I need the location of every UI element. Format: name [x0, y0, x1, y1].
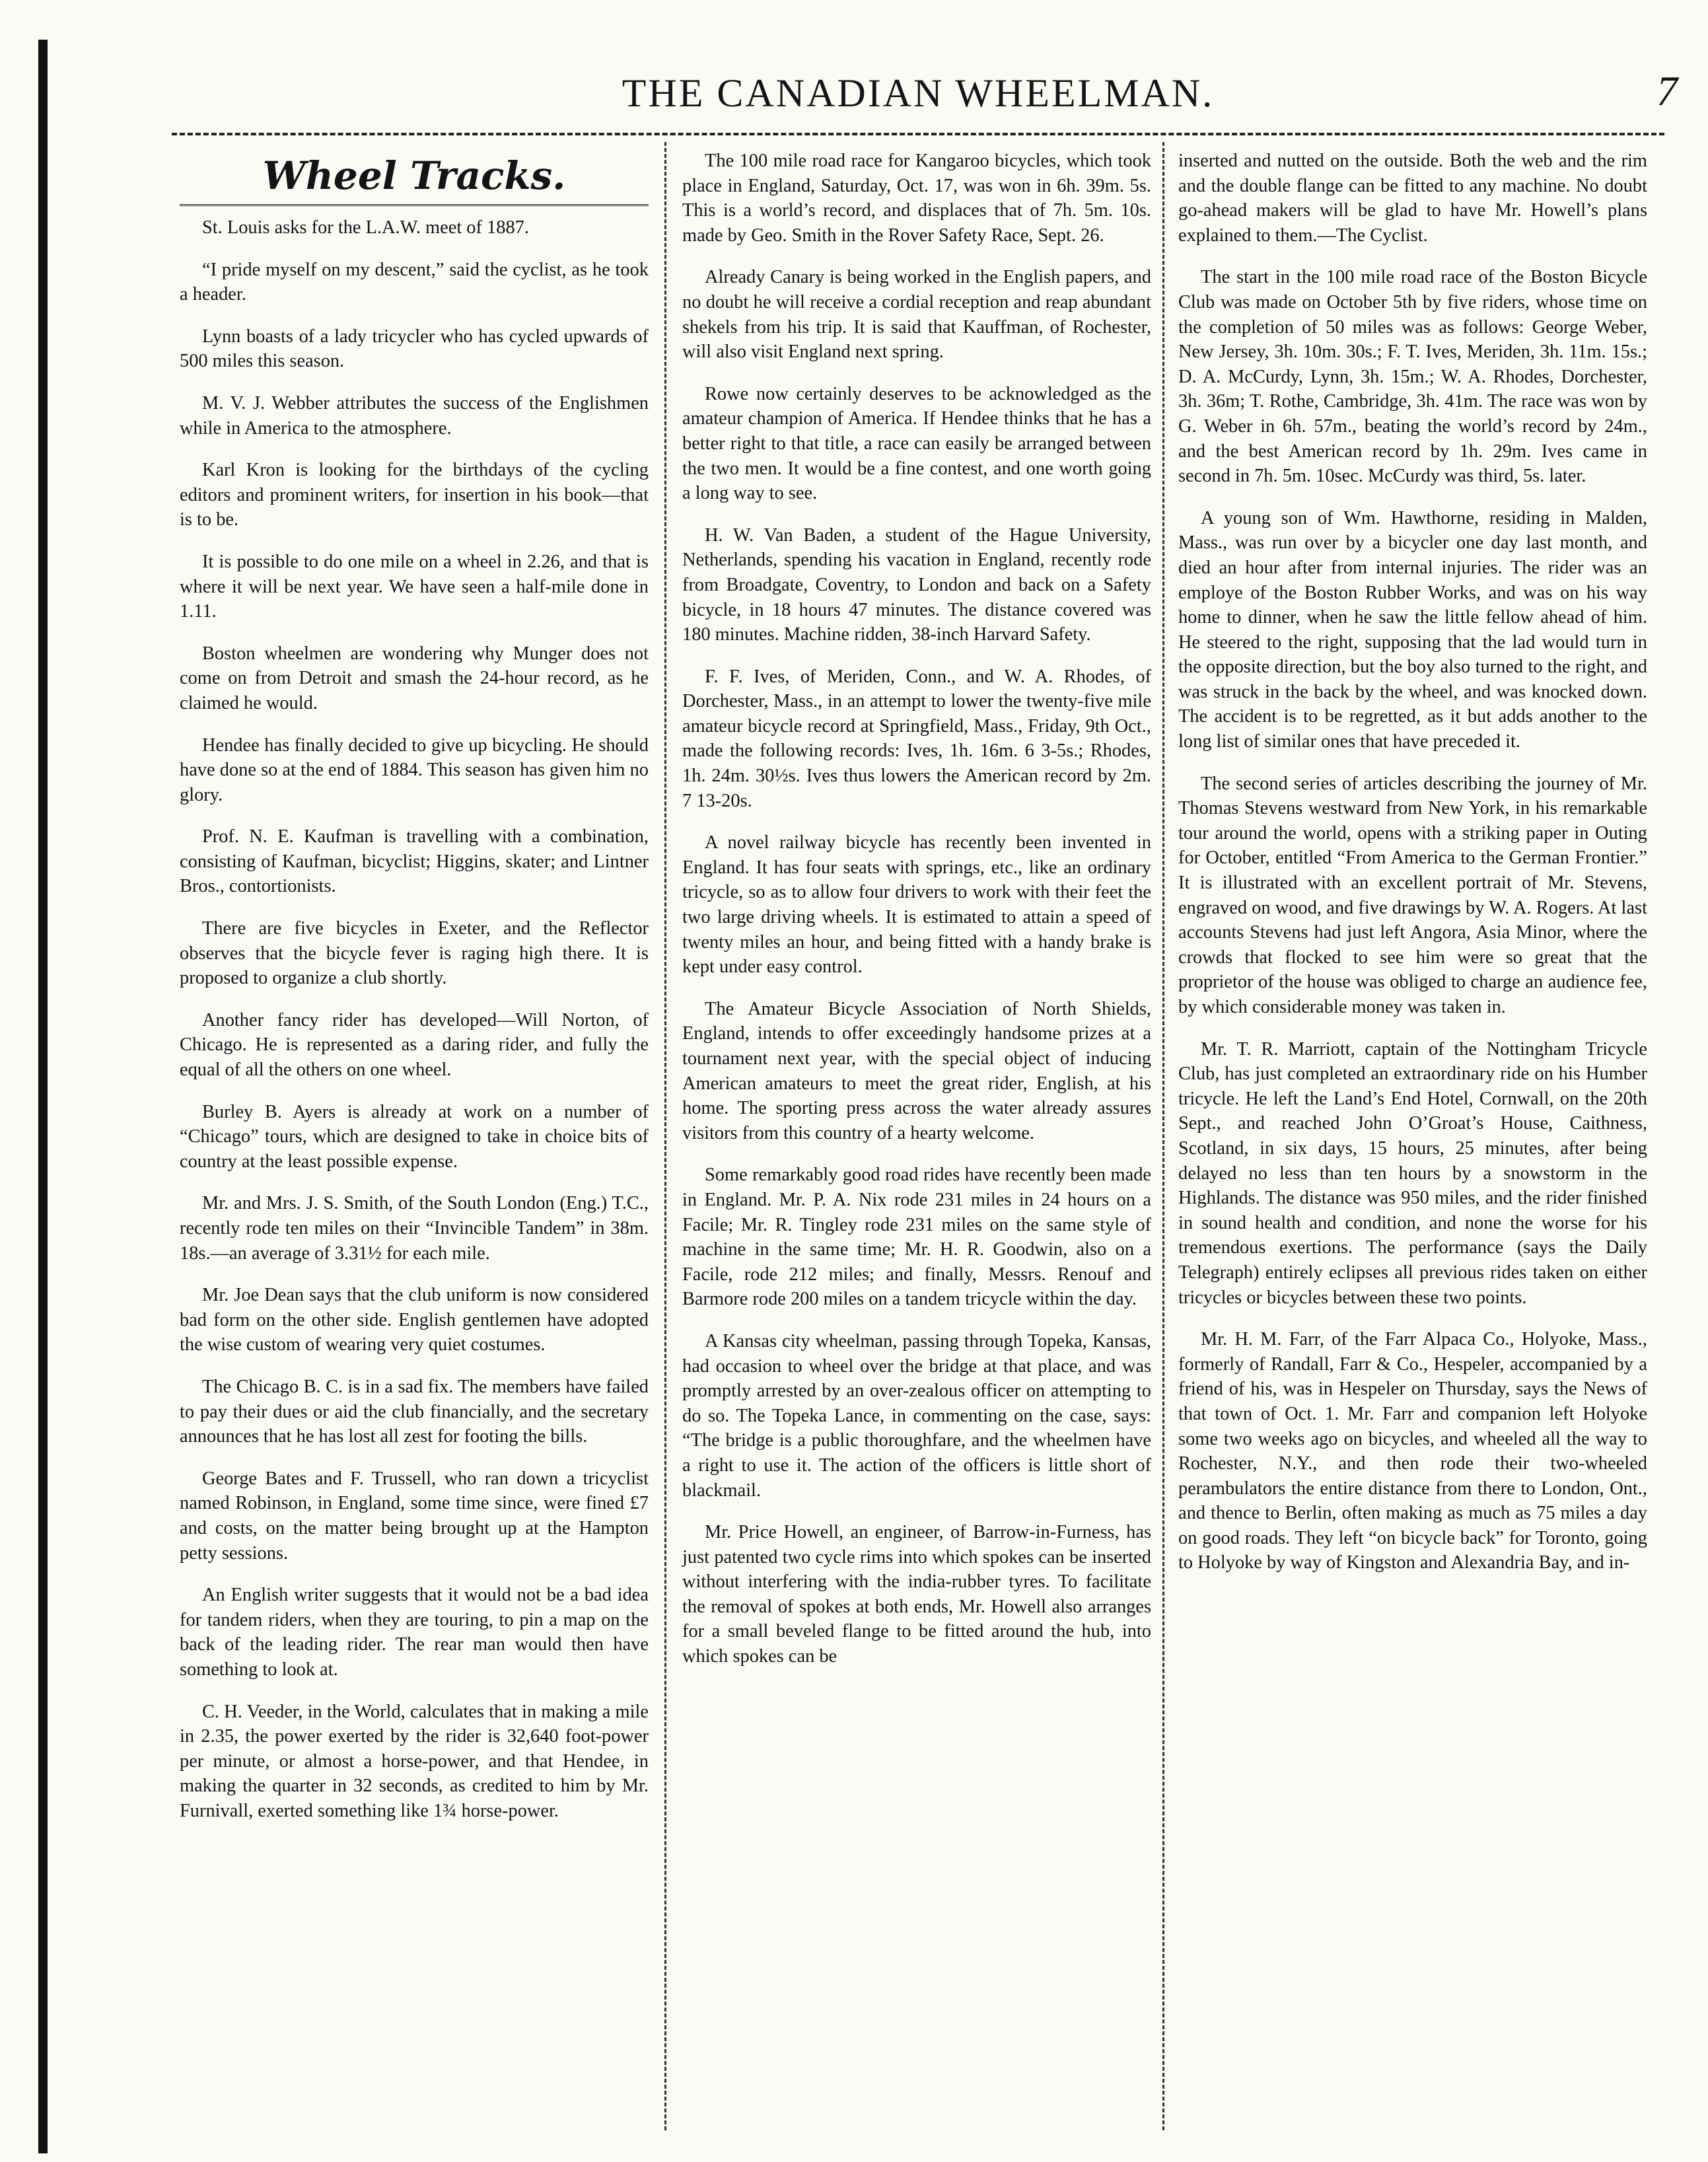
header-rule: [172, 133, 1664, 135]
news-item-paragraph: A Kansas city wheelman, passing through Topeka, Kansas, had occasion to wheel over the bridge at that place, and was promptly arrested by an over-zealous officer on attempting to do so. The Topeka Lance, in commenting on the case, says: “The bridge is a public thoroughfare, and the wheelmen have a right to use it. The action of the officers is little short of blackmail.: [682, 1330, 1151, 1501]
news-item-paragraph: H. W. Van Baden, a student of the Hague University, Netherlands, spending his vacation in England, recently rode from Broadgate, Coventry, to London and back on a Safety bicycle, in 18 hours 47 minutes. The distance covered was 180 minutes. Machine ridden, 38-inch Harvard Safety.: [682, 524, 1151, 645]
column-2-body: [682, 149, 1151, 1669]
news-item-paragraph: The Chicago B. C. is in a sad fix. The members have failed to pay their dues or aid the club financially, and the secretary announces that he has lost all zest for footing the bills.: [180, 1376, 649, 1447]
news-item-paragraph: Another fancy rider has developed—Will Norton, of Chicago. He is represented as a daring rider, and fully the equal of all the others on one wheel.: [180, 1009, 649, 1081]
news-item-paragraph: Mr. H. M. Farr, of the Farr Alpaca Co., Holyoke, Mass., formerly of Randall, Farr & Co., Hespeler, accompanied by a friend of his, was in Hespeler on Thursday, says the News of that town of Oct. 1. Mr. Farr and companion left Holyoke some two weeks ago on bicycles, and wheeled all the way to Rochester, N.Y., and then rode their two-wheeled perambulators the entire distance from there to London, Ont., and thence to Berlin, often making as much as 75 miles a day on good roads. They left “on bicycle back” for Toronto, going to Holyoke by way of Kingston and Alexandria Bay, and in-: [1178, 1329, 1647, 1573]
news-item-paragraph: The second series of articles describing the journey of Mr. Thomas Stevens westward from New York, in his remarkable tour around the world, opens with a striking paper in Outing for October, entitled “From America to the German Frontier.” It is illustrated with an excellent portrait of Mr. Stevens, engraved on wood, and five drawings by W. A. Rogers. At last accounts Stevens had just left Angora, Asia Minor, where the crowds that flocked to see him were so great that the proprietor of the house was obliged to charge an audience fee, by which considerable money was taken in.: [1178, 773, 1647, 1017]
news-item-paragraph: The 100 mile road race for Kangaroo bicycles, which took place in England, Saturday, Oct. 17, was won in 6h. 39m. 5s. This is a world’s record, and displaces that of 7h. 5m. 10s. made by Geo. Smith in the Rover Safety Race, Sept. 26.: [682, 151, 1151, 246]
news-item-paragraph: Burley B. Ayers is already at work on a number of “Chicago” tours, which are designed to take in choice bits of country at the least possible expense.: [180, 1101, 649, 1172]
column-2: [682, 149, 1151, 1686]
news-item-paragraph: “I pride myself on my descent,” said the cyclist, as he took a header.: [180, 259, 649, 305]
news-item-paragraph: F. F. Ives, of Meriden, Conn., and W. A. Rhodes, of Dorchester, Mass., in an attempt to lower the twenty-five mile amateur bicycle record at Springfield, Mass., Friday, 9th Oct., made the following records: Ives, 1h. 16m. 6 3-5s.; Rhodes, 1h. 24m. 30½s. Ives thus lowers the American record by 2m. 7 13-20s.: [682, 666, 1151, 811]
column-1: [180, 149, 649, 1840]
news-item-paragraph: Prof. N. E. Kaufman is travelling with a combination, consisting of Kaufman, bicyclist; Higgins, skater; and Lintner Bros., contortionists.: [180, 826, 649, 897]
scan-edge-shadow: [38, 40, 48, 2153]
page-number: 7: [1656, 67, 1678, 114]
news-item-paragraph: An English writer suggests that it would not be a bad idea for tandem riders, when they are touring, to pin a map on the back of the leading rider. The rear man would then have something to look at.: [180, 1585, 649, 1680]
page-header: [172, 63, 1678, 135]
section-heading: Wheel Tracks.: [180, 153, 649, 206]
continued-paragraph: inserted and nutted on the outside. Both the web and the rim and the double flange can be fitted to any machine. No doubt go-ahead makers will be glad to have Mr. Howell’s plans explained to them.—The Cyclist.: [1178, 151, 1647, 246]
column-3-body: [1178, 265, 1647, 1575]
news-item-paragraph: Hendee has finally decided to give up bicycling. He should have done so at the end of 1884. This season has given him no glory.: [180, 735, 649, 805]
news-item-paragraph: George Bates and F. Trussell, who ran down a tricyclist named Robinson, in England, some time since, were fined £7 and costs, on the matter being brought up at the Hampton petty sessions.: [180, 1468, 649, 1564]
news-item-paragraph: St. Louis asks for the L.A.W. meet of 1887.: [202, 217, 529, 238]
news-item-paragraph: The Amateur Bicycle Association of North Shields, England, intends to offer exceedingly handsome prizes at a tournament next year, with the special object of inducing American amateurs to meet the great rider, English, at his home. The sporting press across the water already assures visitors from this country of a hearty welcome.: [682, 998, 1151, 1143]
news-item-paragraph: Mr. Joe Dean says that the club uniform is now considered bad form on the other side. English gentlemen have adopted the wise custom of wearing very quiet costumes.: [180, 1285, 649, 1355]
news-item-paragraph: Mr. Price Howell, an engineer, of Barrow-in-Furness, has just patented two cycle rims into which spokes can be inserted without interfering with the india-rubber tyres. To facilitate the removal of spokes at both ends, Mr. Howell also arranges for a small beveled flange to be fitted around the hub, into which spokes can be: [682, 1522, 1151, 1667]
news-item-paragraph: Lynn boasts of a lady tricycler who has cycled upwards of 500 miles this season.: [180, 326, 649, 372]
news-item-paragraph: C. H. Veeder, in the World, calculates that in making a mile in 2.35, the power exerted by the rider is 32,640 foot-power per minute, or almost a horse-power, and that Hendee, in making the quarter in 32 seconds, as credited to him by Mr. Furnivall, exerted something like 1¾ horse-power.: [180, 1701, 649, 1821]
column-3: [1178, 149, 1647, 1593]
news-item-paragraph: Mr. and Mrs. J. S. Smith, of the South London (Eng.) T.C., recently rode ten miles on their “Invincible Tandem” in 38m. 18s.—an average of 3.31½ for each mile.: [180, 1193, 649, 1264]
news-item-paragraph: Mr. T. R. Marriott, captain of the Nottingham Tricycle Club, has just completed an extraordinary ride on his Humber tricycle. He left the Land’s End Hotel, Cornwall, on the 20th Sept., and reached John O’Groat’s House, Caithness, Scotland, in six days, 15 hours, 25 minutes, after being delayed no less than ten hours by a snowstorm in the Highlands. The distance was 950 miles, and the rider finished in sound health and condition, and none the worse for his tremendous exertions. The performance (says the Daily Telegraph) entirely eclipses all previous rides taken on either tricycles or bicycles between these two points.: [1178, 1038, 1647, 1308]
news-item-paragraph: Karl Kron is looking for the birthdays of the cycling editors and prominent writers, for insertion in his book—that is to be.: [180, 460, 649, 530]
news-item-paragraph: Some remarkably good road rides have recently been made in England. Mr. P. A. Nix rode 231 miles in 24 hours on a Facile; Mr. R. Tingley rode 231 miles on the same style of machine in the same time; Mr. H. R. Goodwin, also on a Facile, rode 212 miles; and finally, Messrs. Renouf and Barmore rode 200 miles on a tandem tricycle within the day.: [682, 1165, 1151, 1310]
news-item-paragraph: Already Canary is being worked in the English papers, and no doubt he will receive a cordial reception and reap abundant shekels from his trip. It is said that Kauffman, of Rochester, will also visit England next spring.: [682, 267, 1151, 363]
column-divider: [664, 142, 666, 2130]
news-item-paragraph: There are five bicycles in Exeter, and the Reflector observes that the bicycle fever is raging high there. It is proposed to organize a club shortly.: [180, 918, 649, 989]
news-item-paragraph: M. V. J. Webber attributes the success of the Englishmen while in America to the atmosphere.: [180, 392, 649, 439]
column-1-body: [180, 215, 649, 1823]
news-item-paragraph: A novel railway bicycle has recently been invented in England. It has four seats with springs, etc., like an ordinary tricycle, so as to allow four drivers to work with their feet the two large driving wheels. It is estimated to attain a speed of twenty miles an hour, and being fitted with a handy brake is kept under easy control.: [682, 832, 1151, 978]
news-item-paragraph: It is possible to do one mile on a wheel in 2.26, and that is where it will be next year. We have seen a half-mile done in 1.11.: [180, 551, 649, 622]
news-item-paragraph: Rowe now certainly deserves to be acknowledged as the amateur champion of America. If Hendee thinks that he has a better right to that title, a race can easily be arranged between the two men. It would be a fine contest, and one worth going a long way to see.: [682, 383, 1151, 504]
column-divider: [1162, 142, 1164, 2130]
news-item-paragraph: The start in the 100 mile road race of the Boston Bicycle Club was made on October 5th by five riders, whose time on the completion of 50 miles was as follows: George Weber, New Jersey, 3h. 10m. 30s.; F. T. Ives, Meriden, 3h. 11m. 15s.; D. A. McCurdy, Lynn, 3h. 15m.; W. A. Rhodes, Dorchester, 3h. 36m; T. Rothe, Cambridge, 3h. 41m. The race was won by G. Weber in 6h. 57m., beating the world’s record by 24m., and the best American record by 1h. 29m. Ives came in second in 7h. 5m. 10sec. McCurdy was third, 5s. later.: [1178, 267, 1647, 487]
news-item-paragraph: Boston wheelmen are wondering why Munger does not come on from Detroit and smash the 24-hour record, as he claimed he would.: [180, 643, 649, 713]
news-item-paragraph: A young son of Wm. Hawthorne, residing in Malden, Mass., was run over by a bicycler one day last month, and died an hour after from internal injuries. The rider was an employe of the Boston Rubber Works, and was on his way home to dinner, when he saw the little fellow ahead of him. He steered to the right, supposing that the lad would turn in the opposite direction, but the boy also turned to the right, and was struck in the back by the wheel, and was knocked down. The accident is to be regretted, as it but adds another to the long list of similar ones that have preceded it.: [1178, 507, 1647, 752]
publication-title: THE CANADIAN WHEELMAN.: [622, 71, 1215, 115]
